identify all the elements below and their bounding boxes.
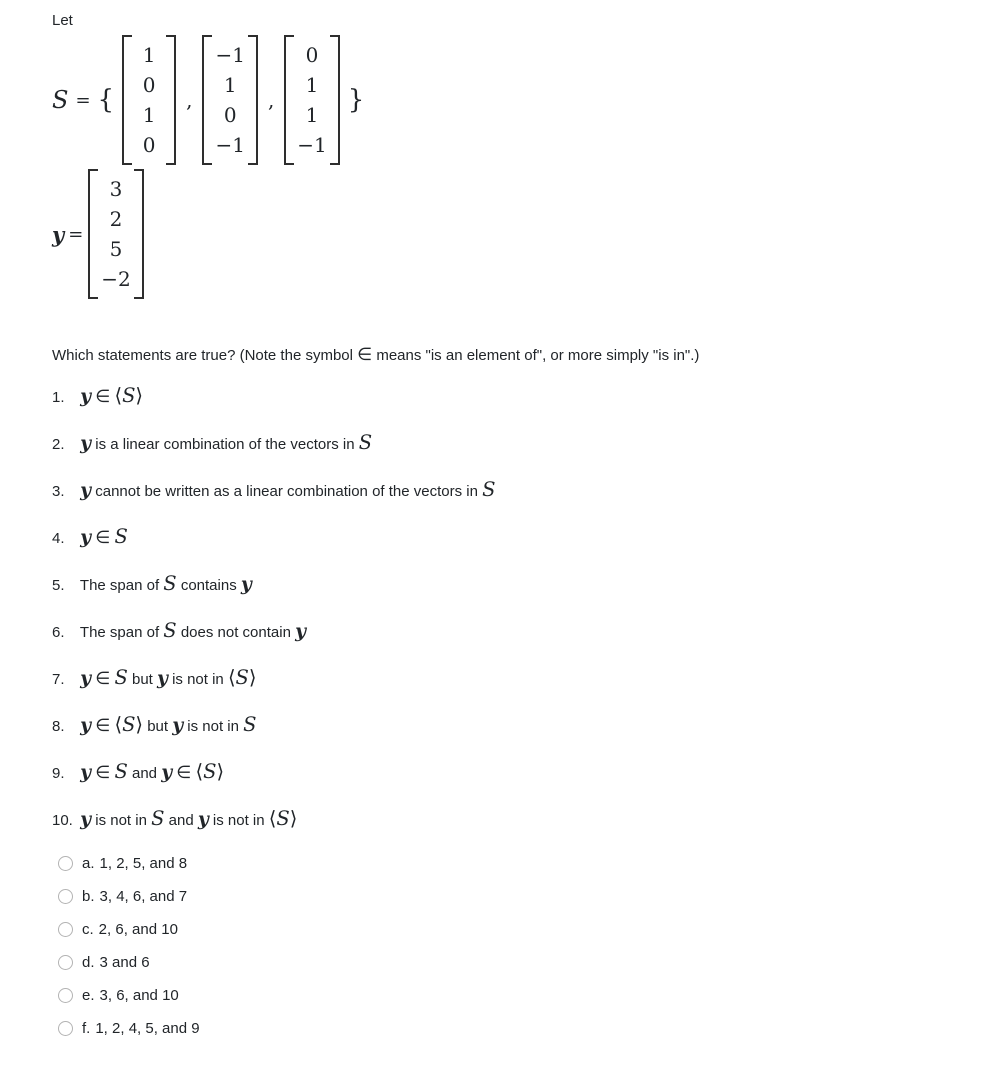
statement-text: The span of S does not contain y [79, 619, 306, 642]
statement-text: y cannot be written as a linear combination of the vectors in S [80, 478, 496, 501]
radio-button[interactable] [58, 922, 73, 937]
vector-entry: −1 [215, 43, 245, 67]
statement-4 [52, 524, 960, 552]
statement-number: 10. [52, 812, 73, 829]
radio-button[interactable] [58, 889, 73, 904]
set-vector-2 [202, 35, 257, 165]
option-letter: a. [82, 855, 95, 872]
vector-entry: 1 [305, 103, 319, 127]
vector-entry: −2 [101, 267, 131, 291]
answer-option-f[interactable] [58, 1018, 960, 1039]
statement-number: 1. [52, 389, 65, 406]
option-text: 2, 6, and 10 [98, 921, 178, 938]
y-definition [52, 169, 960, 299]
set-symbol: S [52, 86, 69, 114]
statement-number: 3. [52, 483, 65, 500]
set-vector-1 [122, 35, 176, 165]
option-letter: e. [82, 987, 95, 1004]
statement-text: y ∈ S [80, 525, 128, 548]
statement-number: 4. [52, 530, 65, 547]
intro-text: Let [52, 12, 73, 29]
option-text: 3 and 6 [99, 954, 150, 971]
answer-option-c[interactable] [58, 919, 960, 940]
statement-number: 5. [52, 577, 65, 594]
option-text: 3, 4, 6, and 7 [99, 888, 188, 905]
statement-10 [52, 806, 960, 834]
statement-text: y ∈ S but y is not in ⟨S⟩ [80, 666, 257, 689]
option-letter: f. [82, 1020, 91, 1037]
statements-list [52, 383, 960, 834]
statement-2 [52, 430, 960, 458]
vector-entry: 1 [142, 43, 156, 67]
statement-text: y is not in S and y is not in ⟨S⟩ [80, 807, 298, 830]
vector-entry: 1 [223, 73, 237, 97]
statement-number: 9. [52, 765, 65, 782]
answer-option-e[interactable] [58, 985, 960, 1006]
statement-7 [52, 665, 960, 693]
statement-text: The span of S contains y [79, 572, 252, 595]
option-text: 1, 2, 5, and 8 [99, 855, 188, 872]
radio-button[interactable] [58, 955, 73, 970]
statement-text: y ∈ S and y ∈ ⟨S⟩ [80, 760, 225, 783]
vector-entry: 3 [109, 177, 123, 201]
set-definition [52, 35, 960, 165]
statement-number: 6. [52, 624, 65, 641]
vector-entry: 2 [109, 207, 123, 231]
radio-button[interactable] [58, 1021, 73, 1036]
option-text: 3, 6, and 10 [99, 987, 179, 1004]
vector-entry: 0 [142, 133, 156, 157]
option-letter: b. [82, 888, 95, 905]
y-vector [88, 169, 143, 299]
radio-button[interactable] [58, 988, 73, 1003]
answer-option-a[interactable] [58, 853, 960, 874]
y-symbol: y [52, 221, 65, 247]
question-text: Which statements are true? (Note the symbol ∈ means "is an element of", or more simply "is in".) [52, 345, 700, 365]
statement-3 [52, 477, 960, 505]
vector-entry: 0 [223, 103, 237, 127]
answer-options [52, 853, 960, 1039]
equals-sign: = [68, 223, 84, 245]
statement-number: 7. [52, 671, 65, 688]
answer-option-b[interactable] [58, 886, 960, 907]
answer-option-d[interactable] [58, 952, 960, 973]
statement-text: y is a linear combination of the vectors in S [80, 431, 373, 454]
equals-sign: = [75, 89, 91, 111]
vector-entry: 0 [142, 73, 156, 97]
statement-6 [52, 618, 960, 646]
radio-button[interactable] [58, 856, 73, 871]
vector-entry: 5 [109, 237, 123, 261]
vector-entry: 0 [305, 43, 319, 67]
option-text: 1, 2, 4, 5, and 9 [95, 1020, 200, 1037]
vector-entry: 1 [142, 103, 156, 127]
vector-entry: −1 [215, 133, 245, 157]
vector-separator: , [267, 88, 275, 112]
statement-1 [52, 383, 960, 411]
vector-separator: , [186, 88, 193, 112]
statement-text: y ∈ ⟨S⟩ but y is not in S [80, 713, 257, 736]
vector-entry: −1 [297, 133, 327, 157]
statement-5 [52, 571, 960, 599]
close-brace: } [347, 85, 365, 115]
set-vector-3 [284, 35, 339, 165]
statement-8 [52, 712, 960, 740]
option-letter: c. [82, 921, 94, 938]
statement-text: y ∈ ⟨S⟩ [80, 384, 144, 407]
statement-number: 8. [52, 718, 65, 735]
open-brace: { [97, 85, 115, 115]
option-letter: d. [82, 954, 95, 971]
vector-entry: 1 [305, 73, 319, 97]
statement-9 [52, 759, 960, 787]
statement-number: 2. [52, 436, 65, 453]
